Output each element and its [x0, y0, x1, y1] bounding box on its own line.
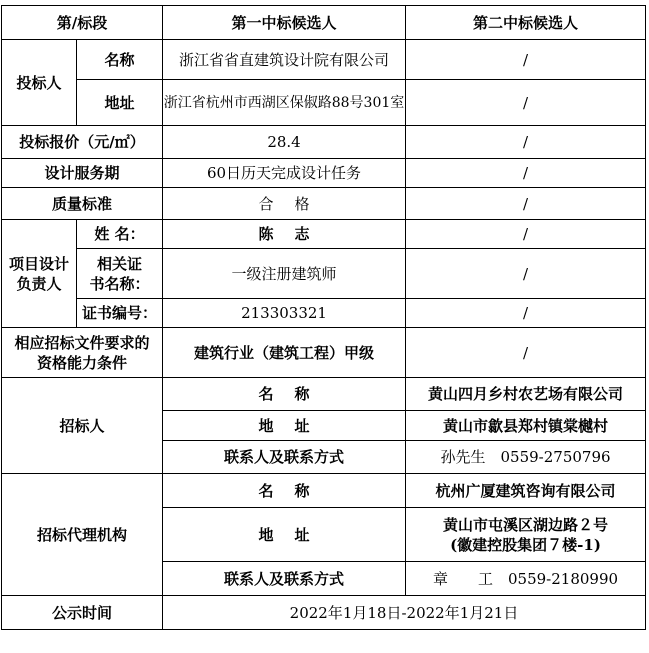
bid-candidate-table	[1, 5, 646, 630]
leader-name-value	[163, 220, 406, 249]
bidder-name-label: 名称	[77, 40, 163, 80]
bidder-address-row	[2, 80, 646, 126]
second-leader-cert: /	[406, 249, 646, 299]
agency-contact-value: 章 工 0559-2180990	[406, 562, 646, 596]
agency-label: 招标代理机构	[2, 474, 163, 596]
leader-cert-label	[77, 249, 163, 299]
document-page	[1, 0, 647, 653]
period-value: 60日历天完成设计任务	[163, 159, 406, 188]
bidder-label: 投标人	[2, 40, 77, 126]
leader-label	[2, 220, 77, 328]
leader-cert-value: 一级注册建筑师	[163, 249, 406, 299]
header-second-candidate: 第二中标候选人	[406, 6, 646, 40]
bidder-address-value: 浙江省杭州市西湖区保俶路88号301室	[163, 80, 406, 126]
second-bidder-address: /	[406, 80, 646, 126]
qualification-label-line-2: 资格能力条件	[37, 353, 128, 372]
bidder-name-row	[2, 40, 646, 80]
publicity-row	[2, 596, 646, 630]
tenderer-contact-value: 孙先生 0559-2750796	[406, 441, 646, 474]
header-row	[2, 6, 646, 40]
period-label: 设计服务期	[2, 159, 163, 188]
second-period: /	[406, 159, 646, 188]
leader-certno-value: 213303321	[163, 299, 406, 328]
second-bidder-name: /	[406, 40, 646, 80]
price-value: 28.4	[163, 126, 406, 159]
second-qualification: /	[406, 328, 646, 378]
price-label: 投标报价（元/㎡）	[2, 126, 163, 159]
agency-address-label-part-1: 地	[258, 525, 274, 544]
leader-cert-label-line-2: 书名称：	[89, 274, 150, 293]
agency-address-line-1: 黄山市屯溪区湖边路２号	[443, 515, 609, 534]
quality-value	[163, 188, 406, 220]
publicity-label: 公示时间	[2, 596, 163, 630]
tenderer-address-label-part-1: 地	[258, 416, 274, 435]
tenderer-name-value: 黄山四月乡村农艺场有限公司	[406, 378, 646, 411]
qualification-label-line-1: 相应招标文件要求的	[14, 333, 150, 352]
quality-value-part-2: 格	[294, 194, 310, 213]
leader-cert-label-line-1: 相关证	[97, 254, 143, 273]
publicity-value: 2022年1月18日-2022年1月21日	[163, 596, 646, 630]
leader-cert-row	[2, 249, 646, 299]
qualification-label	[2, 328, 163, 378]
leader-label-line-1: 项目设计	[8, 254, 69, 273]
agency-name-label-part-2: 称	[294, 481, 310, 500]
price-row	[2, 126, 646, 159]
agency-name-label-part-1: 名	[258, 481, 274, 500]
leader-certno-label: 证书编号：	[77, 299, 163, 328]
second-leader-name: /	[406, 220, 646, 249]
period-row	[2, 159, 646, 188]
agency-address-label	[163, 508, 406, 562]
second-quality: /	[406, 188, 646, 220]
agency-contact-label: 联系人及联系方式	[163, 562, 406, 596]
agency-address-line-2: (徽建控股集团７楼-1)	[450, 535, 601, 554]
quality-row	[2, 188, 646, 220]
tenderer-address-label-part-2: 址	[294, 416, 310, 435]
tenderer-name-label	[163, 378, 406, 411]
agency-name-label	[163, 474, 406, 508]
leader-name-row	[2, 220, 646, 249]
qualification-value: 建筑行业（建筑工程）甲级	[163, 328, 406, 378]
tenderer-name-label-part-2: 称	[294, 385, 310, 403]
tenderer-name-row	[2, 378, 646, 411]
agency-name-row	[2, 474, 646, 508]
bidder-name-value: 浙江省省直建筑设计院有限公司	[163, 40, 406, 80]
leader-name-part-1: 陈	[258, 225, 274, 243]
leader-name-part-2: 志	[294, 225, 310, 243]
bidder-address-label: 地址	[77, 80, 163, 126]
tenderer-name-label-part-1: 名	[258, 385, 274, 403]
quality-label: 质量标准	[2, 188, 163, 220]
tenderer-contact-label: 联系人及联系方式	[163, 441, 406, 474]
tenderer-address-label	[163, 411, 406, 441]
second-leader-certno: /	[406, 299, 646, 328]
second-price: /	[406, 126, 646, 159]
leader-label-line-2: 负责人	[16, 274, 62, 293]
header-section-cell: 第/标段	[2, 6, 163, 40]
qualification-row	[2, 328, 646, 378]
quality-value-part-1: 合	[258, 194, 274, 213]
header-first-candidate: 第一中标候选人	[163, 6, 406, 40]
leader-certno-row	[2, 299, 646, 328]
agency-name-value: 杭州广厦建筑咨询有限公司	[406, 474, 646, 508]
agency-address-value	[406, 508, 646, 562]
leader-name-label: 姓 名：	[77, 220, 163, 249]
tenderer-address-value: 黄山市歙县郑村镇棠樾村	[406, 411, 646, 441]
agency-address-label-part-2: 址	[294, 525, 310, 544]
tenderer-label: 招标人	[2, 378, 163, 474]
